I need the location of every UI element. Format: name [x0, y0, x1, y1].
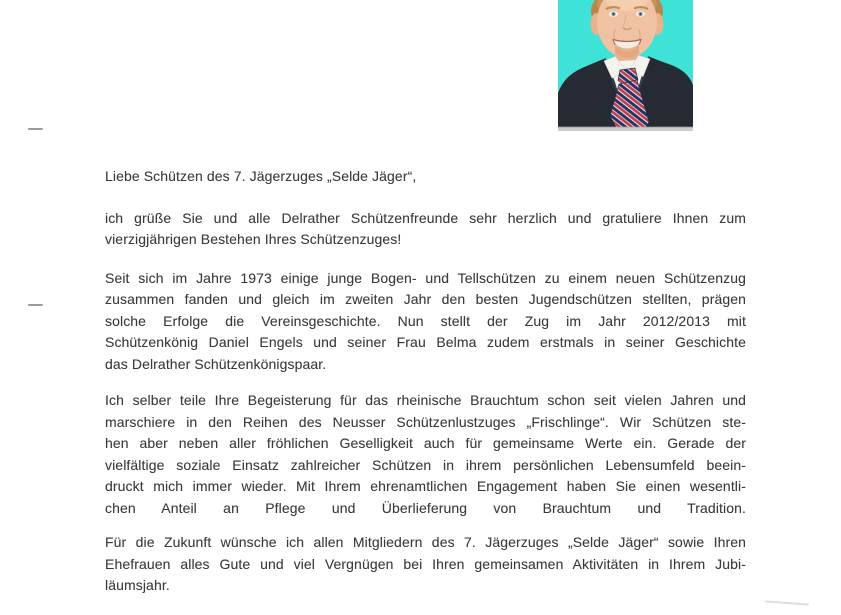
letter-line: Schützenkönig Daniel Engels und seiner Frau Belma zudem erstmals in seiner Geschichte — [105, 334, 746, 350]
paragraph-3 — [105, 390, 746, 519]
scan-artifact — [765, 600, 809, 605]
letter-line: druckt mich immer wieder. Mit Ihrem ehrenamtlichen Engagement haben Sie einen wesentli- — [105, 478, 746, 494]
letter-line: Für die Zukunft wünsche ich allen Mitgliedern des 7. Jägerzuges „Selde Jäger“ sowie Ihren — [105, 534, 746, 550]
fold-mark-middle — [28, 304, 43, 306]
letter-line: vielfältige soziale Einsatz zahlreicher Schützen in ihrem persönlichen Lebensumfeld beein- — [105, 456, 746, 473]
letter-line: vierzigjährigen Bestehen Ihres Schützenzuges! — [105, 231, 402, 247]
letter-line: Ich selber teile Ihre Begeisterung für das rheinische Brauchtum schon seit vielen Jahren und — [105, 392, 746, 408]
letter-line: solche Erfolge die Vereinsgeschichte. Nun stellt der Zug im Jahr 2012/2013 mit — [105, 312, 746, 329]
letter-line: zusammen fanden und gleich im zweiten Jahr den besten Jugendschützen stellten, prägen — [105, 291, 746, 307]
letter-line: chen Anteil an Pflege und Überlieferung von Brauchtum und Tradition. — [105, 499, 746, 516]
letter-line: ich grüße Sie und alle Delrather Schützenfreunde sehr herzlich und gratuliere Ihnen zum — [105, 209, 746, 226]
letter-line: Ehefrauen alles Gute und viel Vergnügen bei Ihren gemeinsamen Aktivitäten in Ihrem Jubi- — [105, 555, 746, 572]
paragraph-4 — [105, 532, 746, 597]
right-pupil — [640, 13, 642, 15]
letter-line: läumsjahr. — [105, 577, 170, 593]
letter-body — [105, 166, 746, 597]
salutation — [105, 166, 746, 188]
letter-line: das Delrather Schützenkönigspaar. — [105, 355, 327, 372]
letter-line: marschiere in den Reihen des Neusser Schützenlustzuges „Frischlinge“. Wir Schützen ste- — [105, 413, 746, 430]
letter-line: hen aber neben aller fröhlichen Geselligkeit auch für gemeinsame Werte ein. Gerade der — [105, 435, 746, 451]
fold-mark-top — [28, 128, 43, 130]
letter-line: Liebe Schützen des 7. Jägerzuges „Selde Jäger“, — [105, 168, 417, 184]
letter-line: Seit sich im Jahre 1973 einige junge Bogen- und Tellschützen zu einem neuen Schützenzug — [105, 269, 746, 286]
paragraph-1 — [105, 208, 746, 251]
photo-bottom-strip — [558, 127, 693, 131]
left-pupil — [613, 13, 615, 15]
paragraph-2 — [105, 268, 746, 376]
portrait-photo — [558, 0, 693, 131]
